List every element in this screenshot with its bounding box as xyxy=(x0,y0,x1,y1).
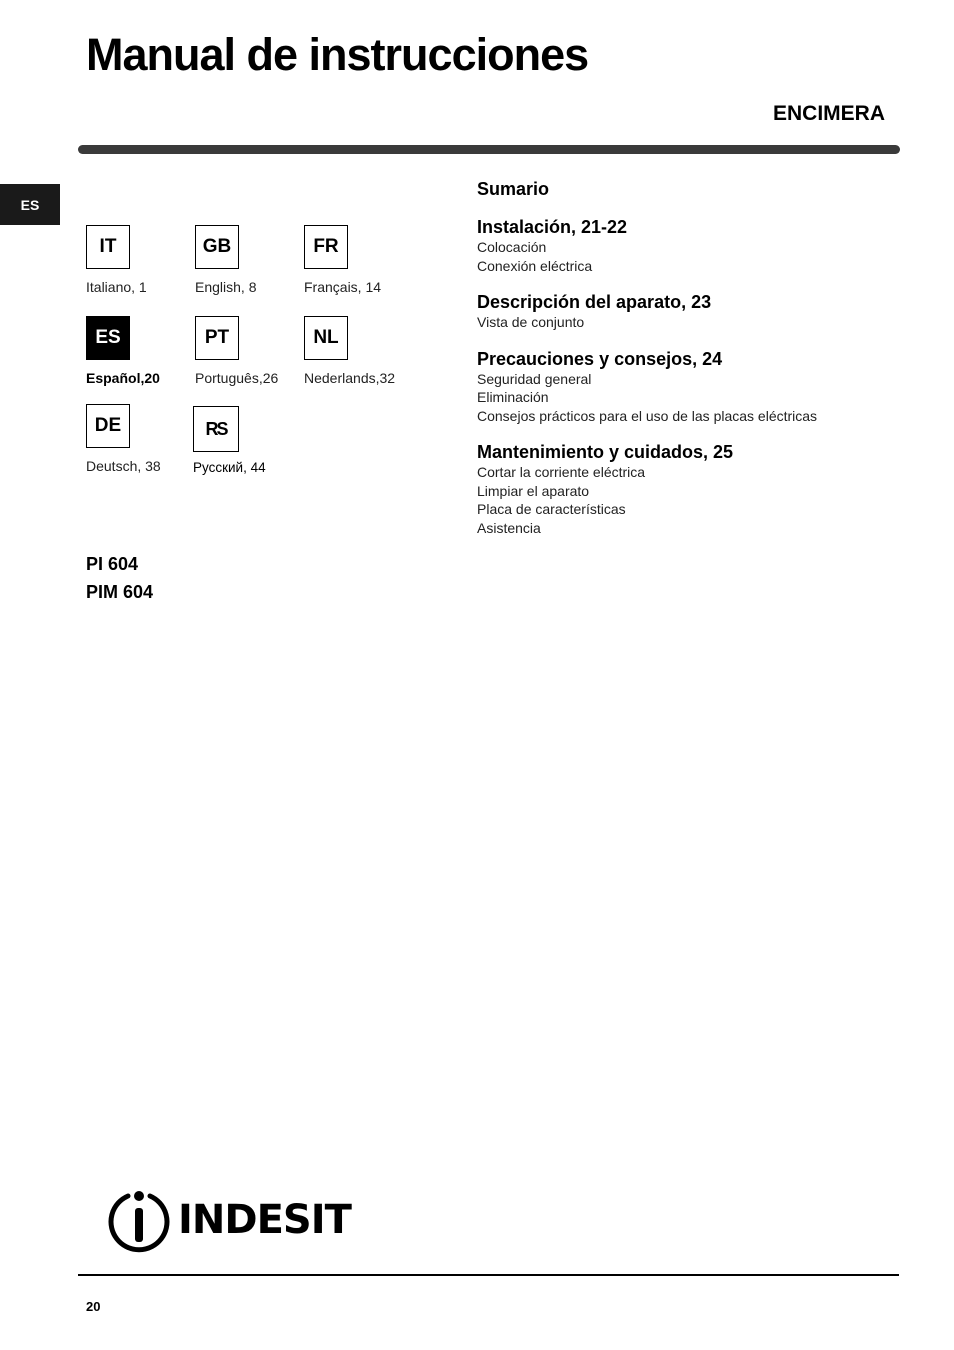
page-title: Manual de instrucciones xyxy=(86,29,589,80)
toc-section xyxy=(477,291,917,332)
toc-heading: Sumario xyxy=(477,179,550,199)
toc-section xyxy=(477,216,917,275)
language-label: Español,20 xyxy=(86,370,160,386)
language-label: Deutsch, 38 xyxy=(86,458,161,474)
language-fr[interactable] xyxy=(304,225,434,295)
indesit-logo-icon xyxy=(106,1187,172,1253)
brand-logo xyxy=(106,1186,351,1254)
language-nl[interactable] xyxy=(304,316,434,386)
model-name: PIM 604 xyxy=(86,582,154,602)
brand-name: INDESIT xyxy=(178,1197,351,1243)
toc-item: Seguridad general xyxy=(477,370,592,387)
language-label: Nederlands,32 xyxy=(304,370,396,386)
language-code-box: ES xyxy=(86,316,130,360)
language-code-box: IT xyxy=(86,225,130,269)
bottom-divider xyxy=(78,1274,899,1276)
model-list xyxy=(86,550,153,606)
toc-item: Limpiar el aparato xyxy=(477,482,590,499)
language-label: Français, 14 xyxy=(304,279,382,295)
toc-item: Colocación xyxy=(477,239,547,255)
toc-section xyxy=(477,441,917,537)
toc-item: Consejos prácticos para el uso de las placas eléctricas xyxy=(477,407,818,424)
language-code-box: RS xyxy=(193,406,239,452)
toc-item: Placa de características xyxy=(477,501,626,517)
toc-section-title[interactable]: Mantenimiento y cuidados, 25 xyxy=(477,442,734,462)
model-name: PI 604 xyxy=(86,554,139,574)
top-divider xyxy=(78,145,900,154)
toc-item: Cortar la corriente eléctrica xyxy=(477,464,646,480)
table-of-contents xyxy=(477,178,917,537)
toc-item: Eliminación xyxy=(477,389,549,405)
language-code-box: FR xyxy=(304,225,348,269)
toc-item: Conexión eléctrica xyxy=(477,257,593,274)
language-label: Português,26 xyxy=(195,370,279,386)
language-code-box: NL xyxy=(304,316,348,360)
toc-section-title[interactable]: Instalación, 21-22 xyxy=(477,217,628,237)
language-rs[interactable] xyxy=(193,406,323,475)
toc-item: Asistencia xyxy=(477,519,541,536)
toc-section-title[interactable]: Precauciones y consejos, 24 xyxy=(477,348,723,369)
toc-section-title[interactable]: Descripción del aparato, 23 xyxy=(477,292,712,312)
toc-section xyxy=(477,348,917,426)
language-code-box: GB xyxy=(195,225,239,269)
language-code-box: DE xyxy=(86,404,130,448)
language-label: Русский, 44 xyxy=(193,460,266,475)
language-side-tab: ES xyxy=(0,184,60,225)
language-label: Italiano, 1 xyxy=(86,279,147,295)
toc-item: Vista de conjunto xyxy=(477,314,585,330)
product-type: ENCIMERA xyxy=(772,102,885,125)
language-label: English, 8 xyxy=(195,279,257,295)
language-code-box: PT xyxy=(195,316,239,360)
page-number: 20 xyxy=(86,1299,101,1314)
